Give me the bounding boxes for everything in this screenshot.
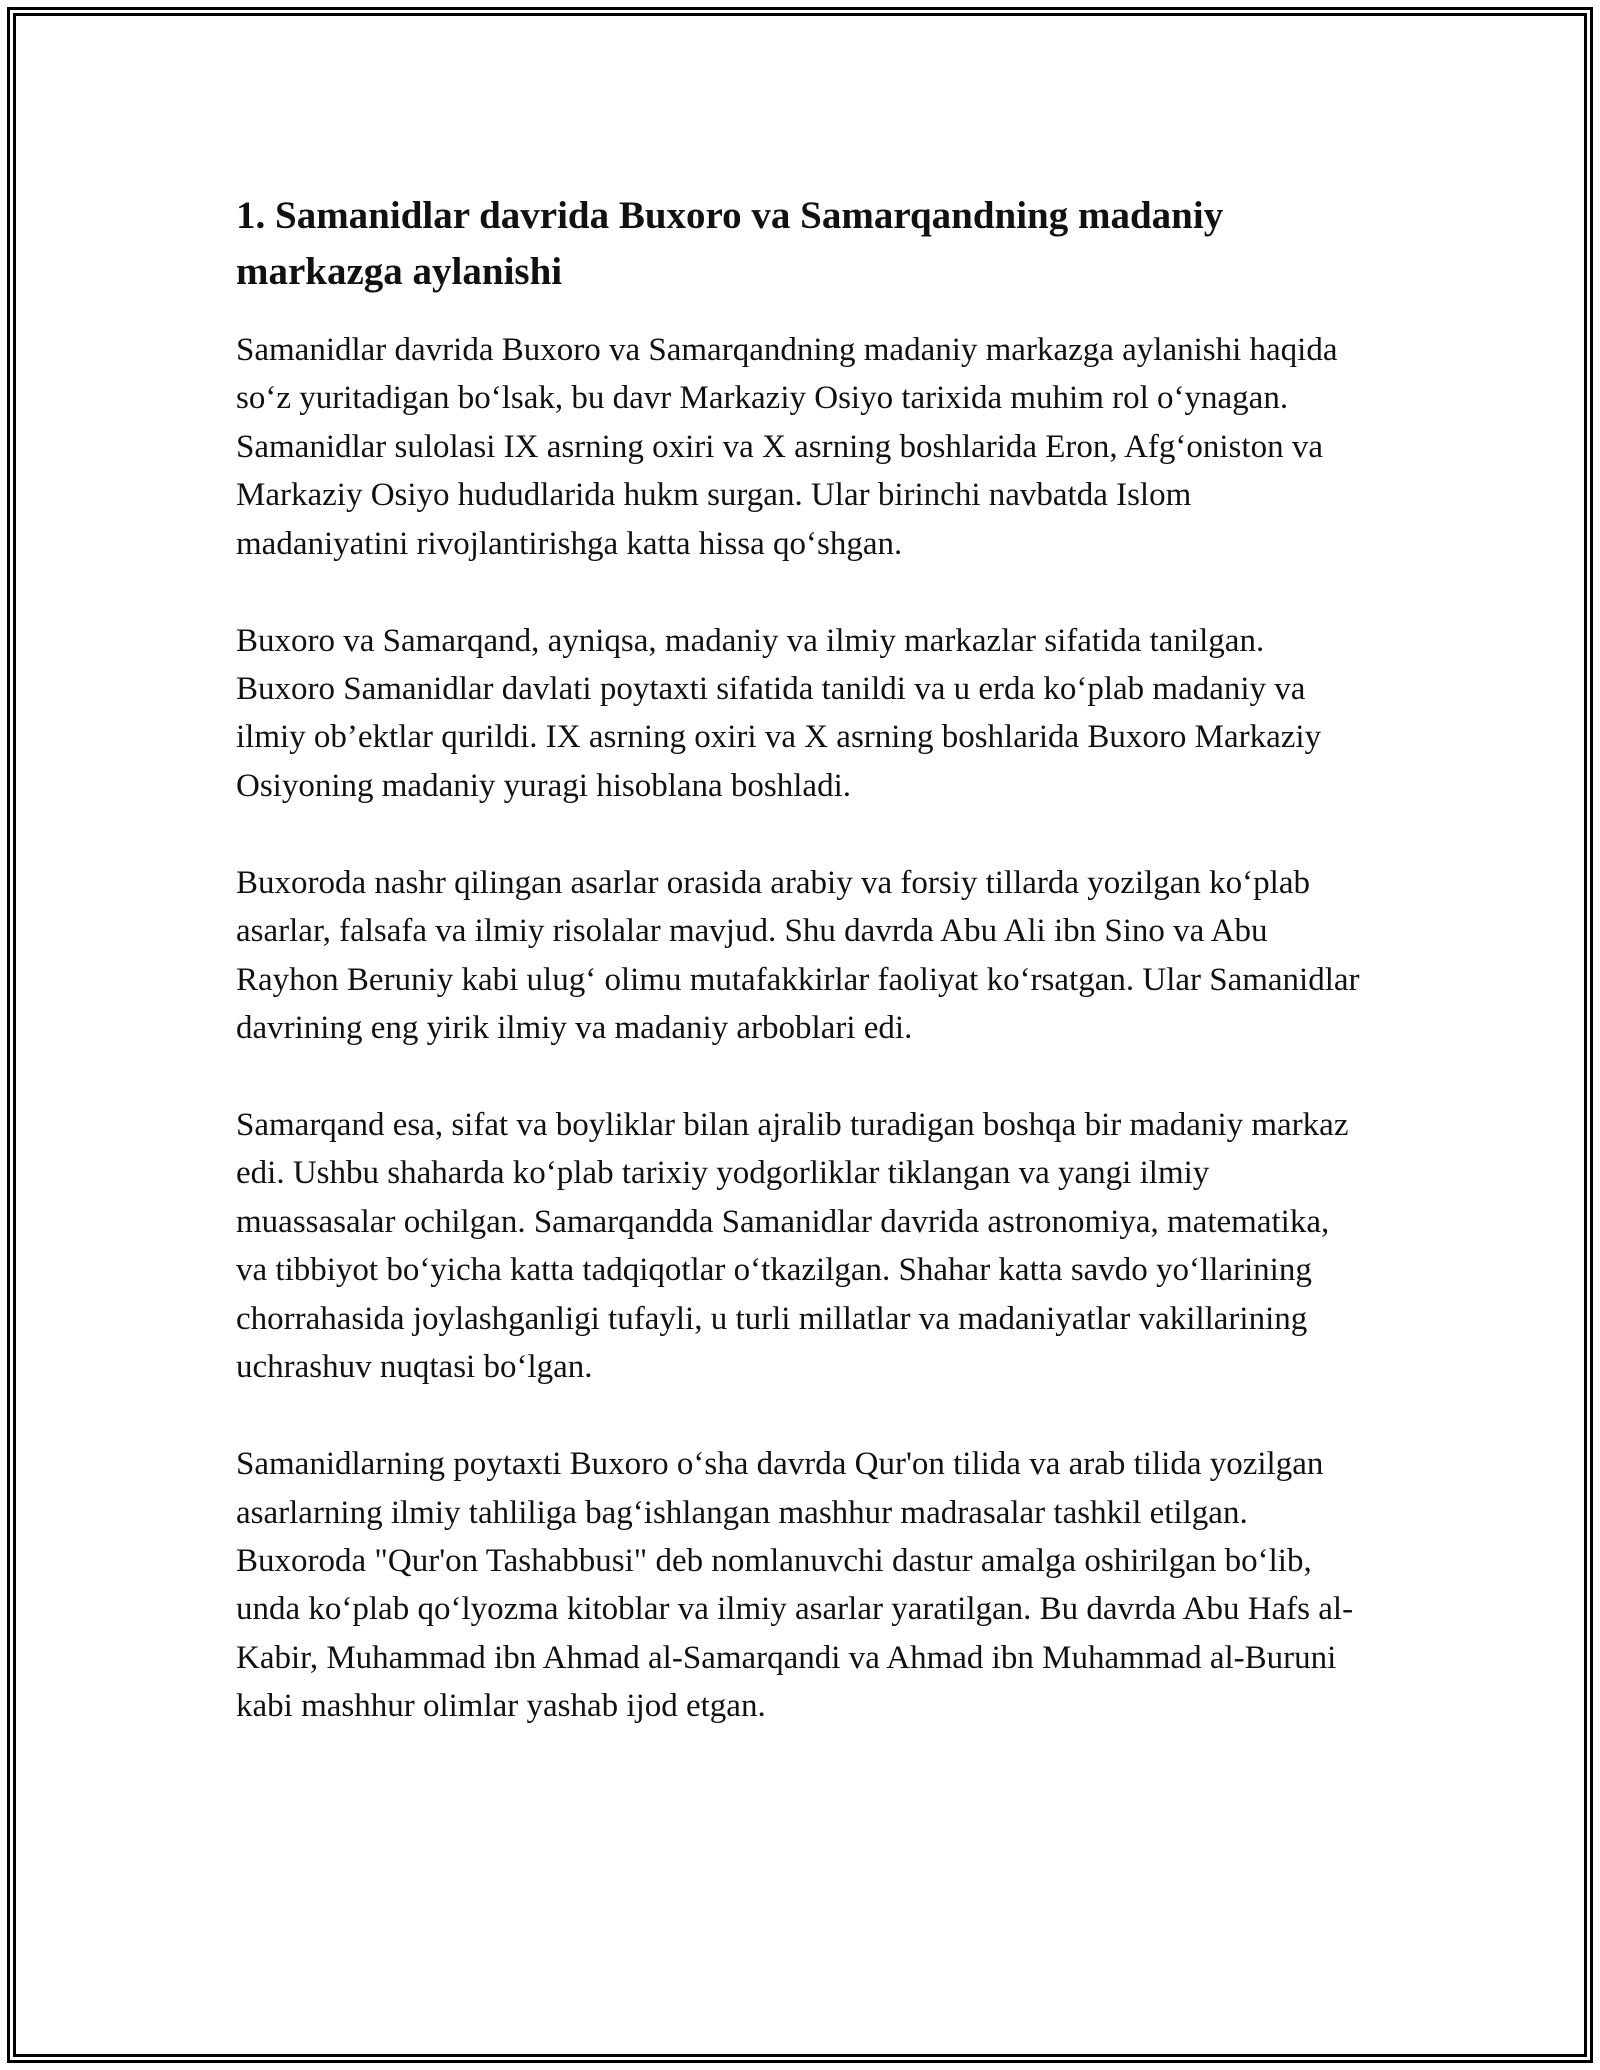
paragraph-1: Samanidlar davrida Buxoro va Samarqandning madaniy markazga aylanishi haqida so‘z yuritadigan bo‘lsak, bu davr Markaziy Osiyo tarixida muhim rol o‘ynagan. Samanidlar sulolasi IX asrning oxiri va X asrning boshlarida Eron, Afg‘oniston va Markaziy Osiyo hududlarida hukm surgan. Ular birinchi navbatda Islom madaniyatini rivojlantirishga katta hissa qo‘shgan.	[236, 332, 1338, 562]
document-heading: 1. Samanidlar davrida Buxoro va Samarqandning madaniy markazga aylanishi	[236, 194, 1224, 293]
paragraph-3: Buxoroda nashr qilingan asarlar orasida arabiy va forsiy tillarda yozilgan ko‘plab asarlar, falsafa va ilmiy risolalar mavjud. Shu davrda Abu Ali ibn Sino va Abu Rayhon Beruniy kabi ulug‘ olimu mutafakkirlar faoliyat ko‘rsatgan. Ular Samanidlar davrining eng yirik ilmiy va madaniy arboblari edi.	[236, 864, 1360, 1047]
paragraph-5: Samanidlarning poytaxti Buxoro o‘sha davrda Qur'on tilida va arab tilida yozilgan asarlarning ilmiy tahliliga bag‘ishlangan mashhur madrasalar tashkil etilgan. Buxoroda "Qur'on Tashabbusi" deb nomlanuvchi dastur amalga oshirilgan bo‘lib, unda ko‘plab qo‘lyozma kitoblar va ilmiy asarlar yaratilgan. Bu davrda Abu Hafs al-Kabir, Muhammad ibn Ahmad al-Samarqandi va Ahmad ibn Muhammad al-Buruni kabi mashhur olimlar yashab ijod etgan.	[236, 1446, 1354, 1725]
paragraph-4: Samarqand esa, sifat va boyliklar bilan ajralib turadigan boshqa bir madaniy markaz edi. Ushbu shaharda ko‘plab tarixiy yodgorliklar tiklangan va yangi ilmiy muassasalar ochilgan. Samarqandda Samanidlar davrida astronomiya, matematika, va tibbiyot bo‘yicha katta tadqiqotlar o‘tkazilgan. Shahar katta savdo yo‘llarining chorrahasida joylashganligi tufayli, u turli millatlar va madaniyatlar vakillarining uchrashuv nuqtasi bo‘lgan.	[236, 1107, 1349, 1386]
document-body	[236, 188, 1366, 1779]
paragraph-2: Buxoro va Samarqand, ayniqsa, madaniy va ilmiy markazlar sifatida tanilgan. Buxoro Samanidlar davlati poytaxti sifatida tanildi va u erda ko‘plab madaniy va ilmiy ob’ektlar qurildi. IX asrning oxiri va X asrning boshlarida Buxoro Markaziy Osiyoning madaniy yuragi hisoblana boshladi.	[236, 622, 1322, 804]
